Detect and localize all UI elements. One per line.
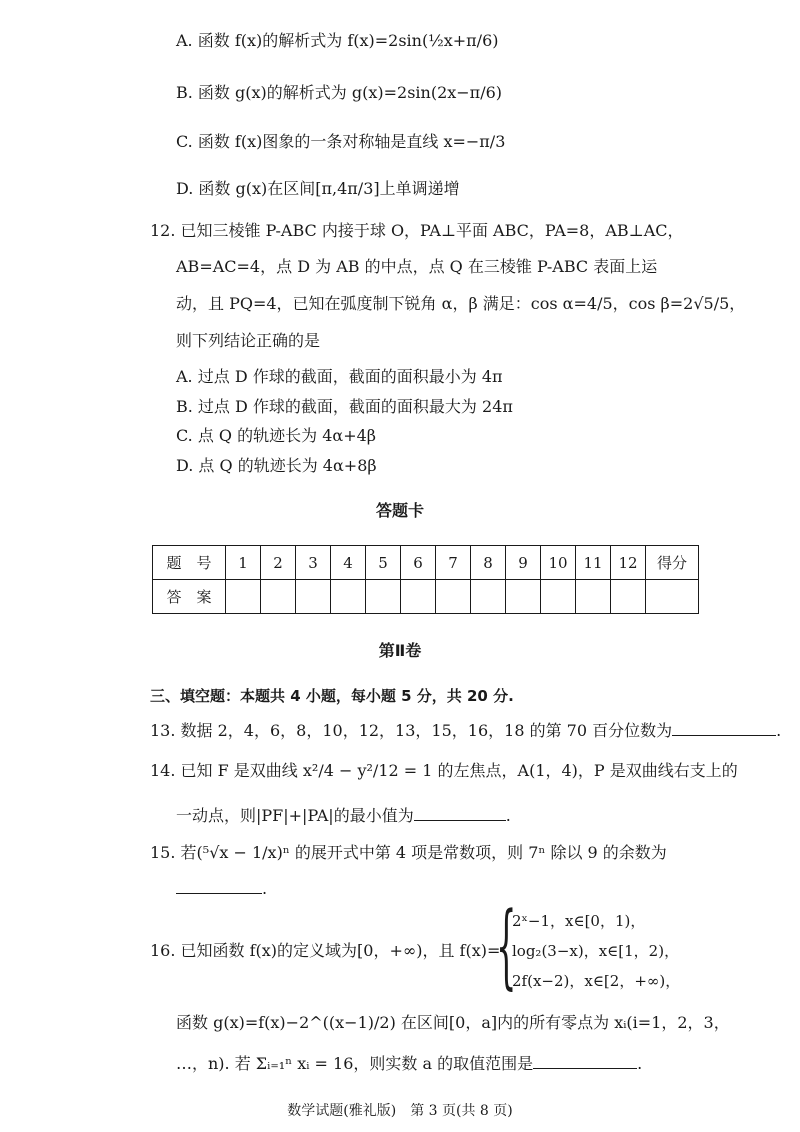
q15-line2 <box>176 878 267 900</box>
answer-cell[interactable] <box>471 580 506 614</box>
score-label-cell: 得分 <box>646 546 699 580</box>
section3-header: 三、填空题：本题共 4 小题，每小题 5 分，共 20 分. <box>150 687 514 705</box>
question-number-cell: 7 <box>436 546 471 580</box>
question-number-cell: 3 <box>296 546 331 580</box>
q13-answer-blank[interactable] <box>672 721 776 736</box>
question-number-cell: 11 <box>576 546 611 580</box>
q12-option-b: B. 过点 D 作球的截面，截面的面积最大为 24π <box>176 397 513 416</box>
q12-stem-line1: 12. 已知三棱锥 P-ABC 内接于球 O，PA⊥平面 ABC，PA=8，AB⊥AC， <box>150 221 684 240</box>
q13-text: 13. 数据 2，4，6，8，10，12，13，15，16，18 的第 70 百分位数为 <box>150 721 673 740</box>
q14-line2 <box>176 805 511 827</box>
question-number-cell: 4 <box>331 546 366 580</box>
q15-line1: 15. 若(⁵√x − 1/x)ⁿ 的展开式中第 4 项是常数项，则 7ⁿ 除以 9 的余数为 <box>150 843 667 862</box>
question-number-cell: 9 <box>506 546 541 580</box>
q15-end: . <box>262 879 268 898</box>
q12-option-c: C. 点 Q 的轨迹长为 4α+4β <box>176 426 377 445</box>
row-label-number: 题 号 <box>153 546 226 580</box>
q15-answer-blank[interactable] <box>176 879 262 894</box>
part2-title: 第Ⅱ卷 <box>378 641 422 660</box>
q16-answer-blank[interactable] <box>533 1054 637 1069</box>
answer-cell[interactable] <box>331 580 366 614</box>
q11-option-d: D. 函数 g(x)在区间[π,4π/3]上单调递增 <box>176 179 460 198</box>
q16-line2: 函数 g(x)=f(x)−2^((x−1)/2) 在区间[0，a]内的所有零点为 xᵢ(i=1，2，3， <box>176 1013 730 1032</box>
q16-case-1: 2ˣ−1，x∈[0，1)， <box>512 912 646 930</box>
q11-option-c: C. 函数 f(x)图象的一条对称轴是直线 x=−π/3 <box>176 132 506 151</box>
q12-option-a: A. 过点 D 作球的截面，截面的面积最小为 4π <box>176 367 503 386</box>
q16-line3-text: …，n). 若 Σᵢ₌₁ⁿ xᵢ = 16，则实数 a 的取值范围是 <box>176 1054 534 1073</box>
q13 <box>150 720 781 742</box>
q16-end: . <box>637 1054 643 1073</box>
answer-cell[interactable] <box>611 580 646 614</box>
q12-stem-line4: 则下列结论正确的是 <box>176 331 321 350</box>
page-footer: 数学试题(雅礼版) 第 3 页(共 8 页) <box>287 1103 513 1119</box>
piecewise-brace: { <box>496 892 517 999</box>
question-number-cell: 10 <box>541 546 576 580</box>
score-cell[interactable] <box>646 580 699 614</box>
answer-cell[interactable] <box>296 580 331 614</box>
answer-cell[interactable] <box>506 580 541 614</box>
q16-case-3: 2f(x−2)，x∈[2，+∞)， <box>512 972 681 990</box>
answer-card-row-answers <box>153 580 699 614</box>
q11-option-a: A. 函数 f(x)的解析式为 f(x)=2sin(½x+π/6) <box>176 31 499 50</box>
question-number-cell: 8 <box>471 546 506 580</box>
answer-card-row-numbers <box>153 546 699 580</box>
answer-card-table <box>152 545 699 614</box>
answer-cell[interactable] <box>226 580 261 614</box>
q14-end: . <box>505 806 511 825</box>
answer-cell[interactable] <box>541 580 576 614</box>
question-number-cell: 5 <box>366 546 401 580</box>
answer-card-title: 答题卡 <box>375 501 424 520</box>
q14-answer-blank[interactable] <box>414 806 506 821</box>
q16-intro: 16. 已知函数 f(x)的定义域为[0，+∞)，且 f(x)= <box>150 941 501 960</box>
question-number-cell: 12 <box>611 546 646 580</box>
q14-line2-text: 一动点，则|PF|+|PA|的最小值为 <box>176 806 414 825</box>
row-label-answer: 答 案 <box>153 580 226 614</box>
q14-line1: 14. 已知 F 是双曲线 x²/4 − y²/12 = 1 的左焦点，A(1，4)，P 是双曲线右支上的 <box>150 761 738 780</box>
q12-option-d: D. 点 Q 的轨迹长为 4α+8β <box>176 456 377 475</box>
q13-end: . <box>776 721 782 740</box>
q16-line3 <box>176 1053 642 1075</box>
q12-stem-line2: AB=AC=4，点 D 为 AB 的中点，点 Q 在三棱锥 P-ABC 表面上运 <box>176 257 658 276</box>
answer-cell[interactable] <box>436 580 471 614</box>
q11-option-b: B. 函数 g(x)的解析式为 g(x)=2sin(2x−π/6) <box>176 83 503 102</box>
answer-cell[interactable] <box>261 580 296 614</box>
answer-cell[interactable] <box>366 580 401 614</box>
question-number-cell: 1 <box>226 546 261 580</box>
question-number-cell: 2 <box>261 546 296 580</box>
answer-cell[interactable] <box>401 580 436 614</box>
q16-case-2: log₂(3−x)，x∈[1，2)， <box>512 942 680 960</box>
question-number-cell: 6 <box>401 546 436 580</box>
q12-stem-line3: 动，且 PQ=4，已知在弧度制下锐角 α，β 满足：cos α=4/5，cos β=2√5/5， <box>176 294 746 313</box>
answer-cell[interactable] <box>576 580 611 614</box>
